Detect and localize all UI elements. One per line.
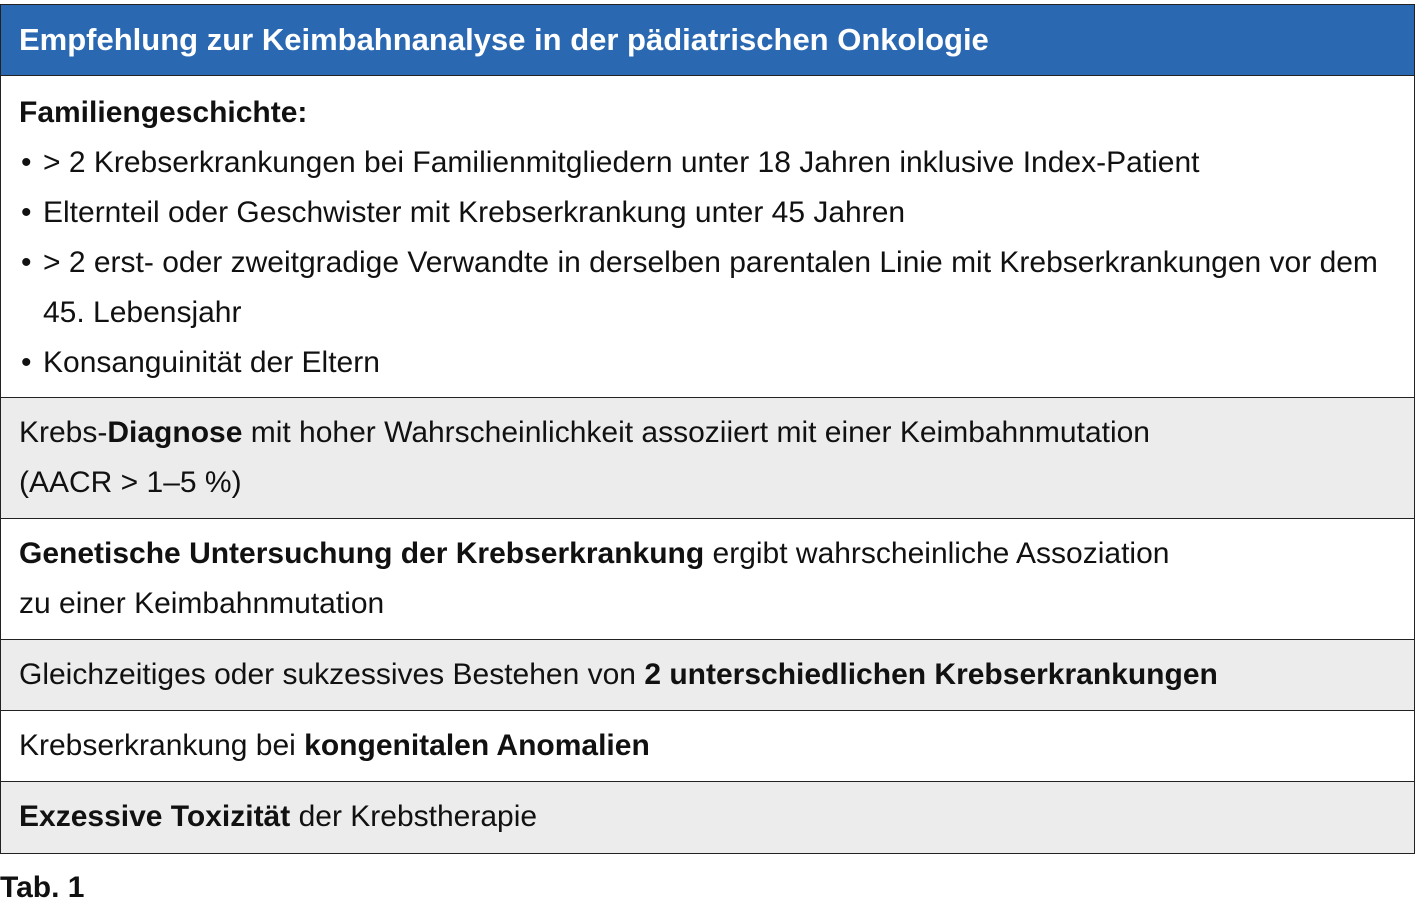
genetic-line-2: zu einer Keimbahnmutation [19, 587, 385, 620]
simultaneous-bold: 2 unterschiedlichen Krebserkrankungen [644, 658, 1218, 691]
diagnosis-rest: mit hoher Wahrscheinlichkeit assoziiert mit einer Keimbahnmutation [242, 416, 1150, 449]
genetic-row [1, 519, 1414, 640]
genetic-rest: ergibt wahrscheinliche Assoziation [704, 537, 1170, 570]
congenital-bold: kongenitalen Anomalien [304, 729, 650, 762]
family-history-title: Familiengeschichte: [19, 96, 308, 129]
list-item: • > 2 Krebserkrankungen bei Familienmitgliedern unter 18 Jahren inklusive Index-Patient [19, 138, 1396, 188]
toxicity-bold: Exzessive Toxizität [19, 800, 291, 833]
toxicity-rest: der Krebstherapie [290, 800, 538, 833]
toxicity-row [1, 782, 1414, 853]
congenital-prefix: Krebserkrankung bei [19, 729, 305, 762]
diagnosis-prefix: Krebs- [19, 416, 108, 449]
list-item: • Elternteil oder Geschwister mit Krebserkrankung unter 45 Jahren [19, 188, 1396, 238]
family-history-list [19, 138, 1396, 388]
family-history-row [1, 76, 1414, 398]
diagnosis-line-2: (AACR > 1–5 %) [19, 466, 242, 499]
recommendation-table [0, 4, 1415, 854]
list-item: • Konsanguinität der Eltern [19, 338, 1396, 388]
diagnosis-line-1 [19, 408, 1396, 458]
table-header: Empfehlung zur Keimbahnanalyse in der pädiatrischen Onkologie [1, 5, 1414, 76]
simultaneous-row [1, 640, 1414, 711]
table-caption: Tab. 1 [0, 871, 85, 904]
genetic-bold: Genetische Untersuchung der Krebserkrankung [19, 537, 705, 570]
simultaneous-prefix: Gleichzeitiges oder sukzessives Bestehen von [19, 658, 645, 691]
diagnosis-row [1, 398, 1414, 519]
list-item: • > 2 erst- oder zweitgradige Verwandte in derselben parentalen Linie mit Krebserkrankungen vor dem 45. Lebensjahr [19, 238, 1396, 338]
congenital-row [1, 711, 1414, 782]
genetic-line-1 [19, 529, 1396, 579]
diagnosis-bold: Diagnose [107, 416, 243, 449]
